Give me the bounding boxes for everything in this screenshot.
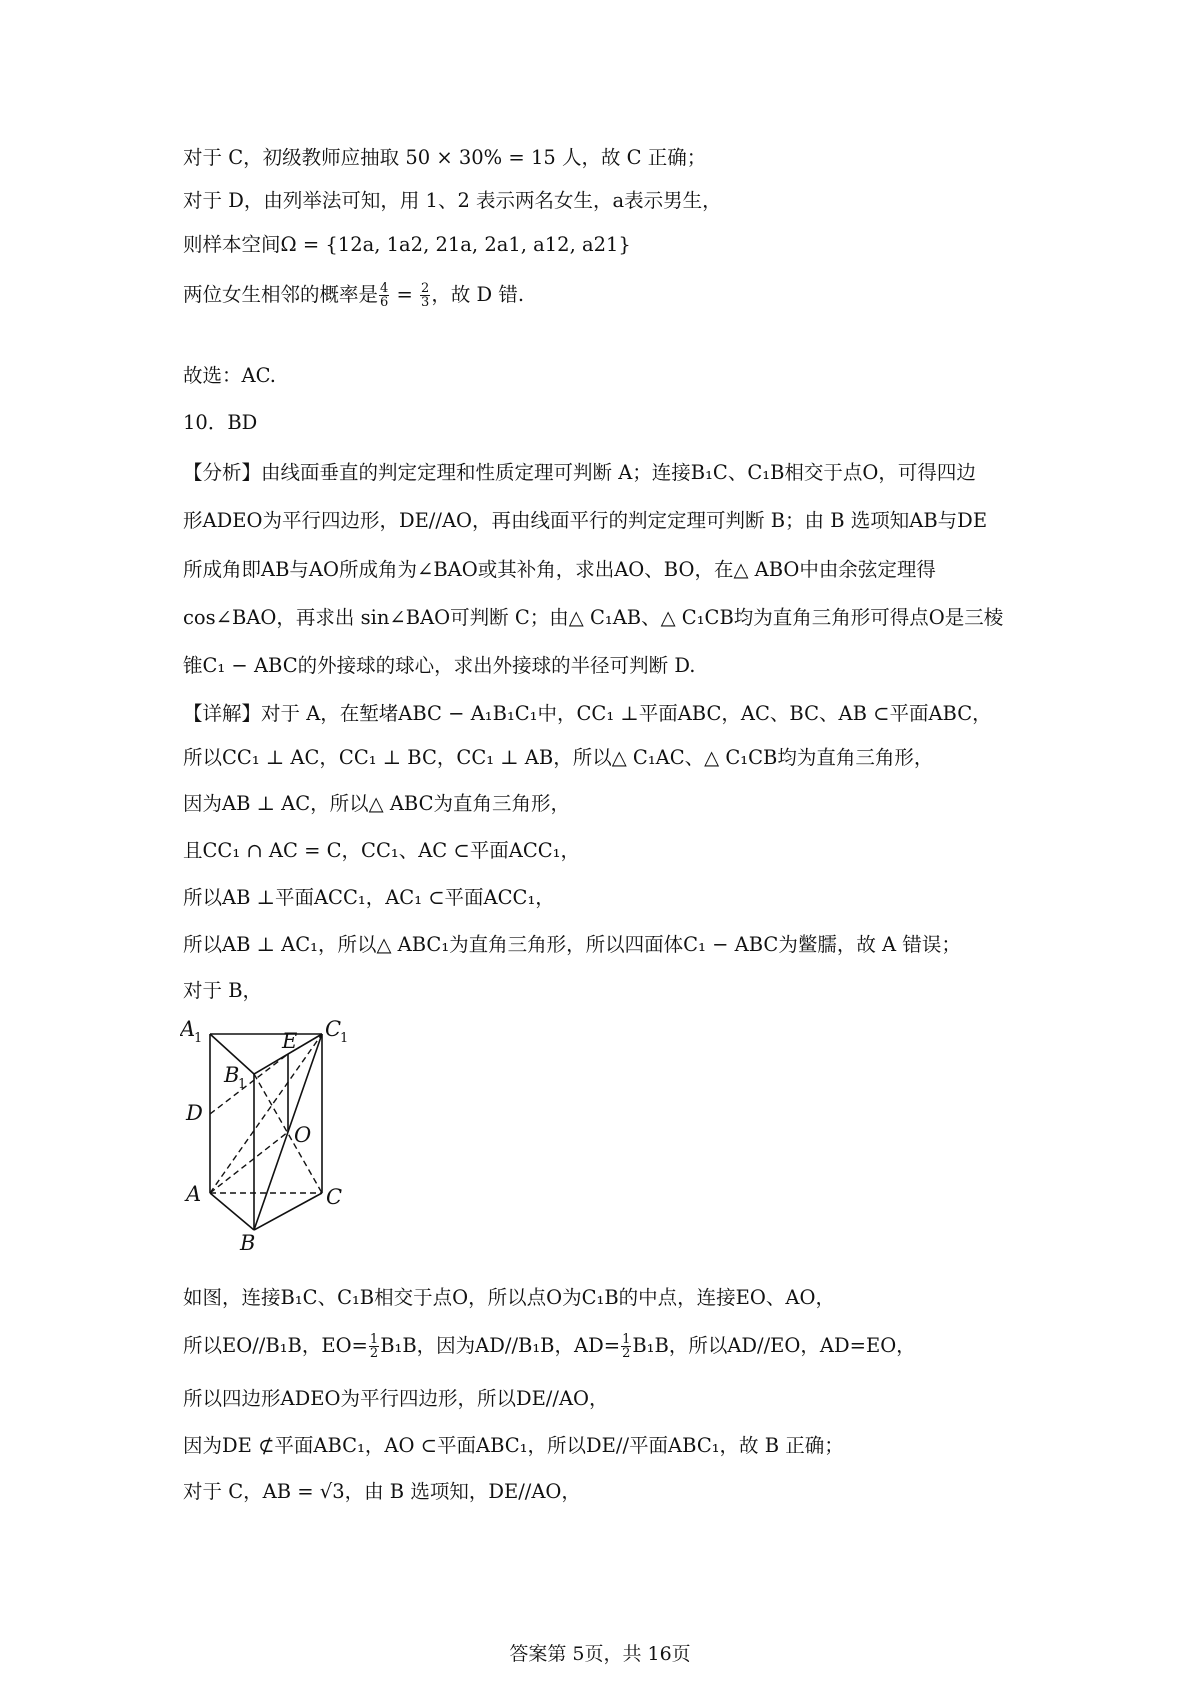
fraction-one-half (369, 1333, 379, 1360)
analysis-line-1: 【分析】由线面垂直的判定定理和性质定理可判断 A；连接B₁C、C₁B相交于点O，可得四边 (183, 461, 976, 484)
label-a: A (186, 1182, 202, 1206)
prob-prefix: 两位女生相邻的概率是 (183, 283, 379, 306)
figure-line-3: 所以四边形ADEO为平行四边形，所以DE//AO， (183, 1387, 609, 1410)
label-e: E (282, 1029, 298, 1053)
page-footer: 答案第 5页，共 16页 (509, 1643, 691, 1665)
figure-line-4: 因为DE ⊄平面ABC₁，AO ⊂平面ABC₁，所以DE//平面ABC₁，故 B 正确； (183, 1434, 844, 1457)
figure-line-1: 如图，连接B₁C、C₁B相交于点O，所以点O为C₁B的中点，连接EO、AO， (183, 1286, 835, 1309)
label-o: O (294, 1123, 312, 1147)
segment-ao-hidden (210, 1132, 288, 1193)
fraction-numerator: 1 (622, 1332, 631, 1347)
label-a1-subscript: 1 (194, 1031, 203, 1046)
segment-de-hidden (210, 1054, 288, 1114)
analysis-line-2: 形ADEO为平行四边形，DE//AO，再由线面平行的判定定理可判断 B；由 B 选项知AB与DE (183, 509, 988, 532)
detail-line-3: 因为AB ⊥ AC，所以△ ABC为直角三角形， (183, 792, 571, 815)
label-b: B (240, 1231, 256, 1250)
text-line-1: 对于 C，初级教师应抽取 50 × 30% = 15 人，故 C 正确； (183, 146, 707, 169)
answer-number: 10．BD (183, 411, 258, 434)
analysis-line-3: 所成角即AB与AO所成角为∠BAO或其补角，求出AO、BO，在△ ABO中由余弦定理得 (183, 558, 936, 581)
hidden-edges (210, 1034, 322, 1193)
text-line-2: 对于 D，由列举法可知，用 1、2 表示两名女生，a表示男生， (183, 189, 722, 212)
detail-line-6: 所以AB ⊥ AC₁，所以△ ABC₁为直角三角形，所以四面体C₁ − ABC为鳖臑，故 A 错误； (183, 933, 961, 956)
fraction-numerator: 4 (380, 281, 389, 296)
label-c1: C (325, 1018, 342, 1041)
fraction-4-6 (379, 282, 389, 309)
detail-line-5: 所以AB ⊥平面ACC₁，AC₁ ⊂平面ACC₁， (183, 886, 555, 909)
segment-ac1-hidden (210, 1034, 322, 1193)
text-line-3: 则样本空间Ω = {12a, 1a2, 21a, 2a1, a12, a21} (183, 233, 631, 256)
text-line-4 (183, 281, 1043, 309)
label-a1: A (180, 1018, 196, 1041)
label-b1: B (224, 1063, 240, 1087)
label-b1-subscript: 1 (238, 1077, 247, 1092)
analysis-line-4: cos∠BAO，再求出 sin∠BAO可判断 C；由△ C₁AB、△ C₁CB均为直角三角形可得点O是三棱 (183, 606, 1004, 629)
fraction-numerator: 2 (421, 281, 430, 296)
fraction-denominator: 6 (380, 295, 389, 310)
fraction-denominator: 2 (622, 1346, 631, 1361)
detail-line-4: 且CC₁ ∩ AC = C，CC₁、AC ⊂平面ACC₁， (183, 839, 580, 862)
edge-ab (210, 1193, 254, 1230)
figure-line-5: 对于 C，AB = √3，由 B 选项知，DE//AO， (183, 1480, 581, 1503)
fraction-numerator: 1 (369, 1332, 379, 1347)
analysis-line-5: 锥C₁ − ABC的外接球的球心，求出外接球的半径可判断 D. (183, 654, 696, 677)
detail-line-7: 对于 B， (183, 979, 263, 1002)
label-c1-subscript: 1 (340, 1031, 349, 1046)
detail-line-2: 所以CC₁ ⊥ AC，CC₁ ⊥ BC，CC₁ ⊥ AB，所以△ C₁AC、△ C₁CB均为直角三角形， (183, 746, 934, 769)
prob-tail: ，故 D 错. (431, 283, 525, 306)
eo-tail: B₁B，所以AD//EO，AD=EO， (632, 1334, 916, 1357)
label-c: C (326, 1185, 343, 1209)
text-line-5: 故选：AC. (183, 364, 277, 387)
fraction-denominator: 3 (421, 295, 430, 310)
eo-middle: B₁B，因为AD//B₁B，AD= (380, 1334, 621, 1357)
equals-sign: = (390, 283, 420, 306)
fraction-denominator: 2 (369, 1346, 379, 1361)
label-d: D (186, 1101, 203, 1125)
fraction-2-3 (420, 282, 430, 309)
fraction-one-half (621, 1333, 631, 1360)
detail-line-1: 【详解】对于 A，在堑堵ABC − A₁B₁C₁中，CC₁ ⊥平面ABC，AC、BC、AB ⊂平面ABC， (183, 702, 992, 725)
figure-line-2 (183, 1332, 1043, 1360)
eo-prefix: 所以EO//B₁B，EO= (183, 1334, 368, 1357)
triangular-prism-figure (180, 1018, 390, 1250)
